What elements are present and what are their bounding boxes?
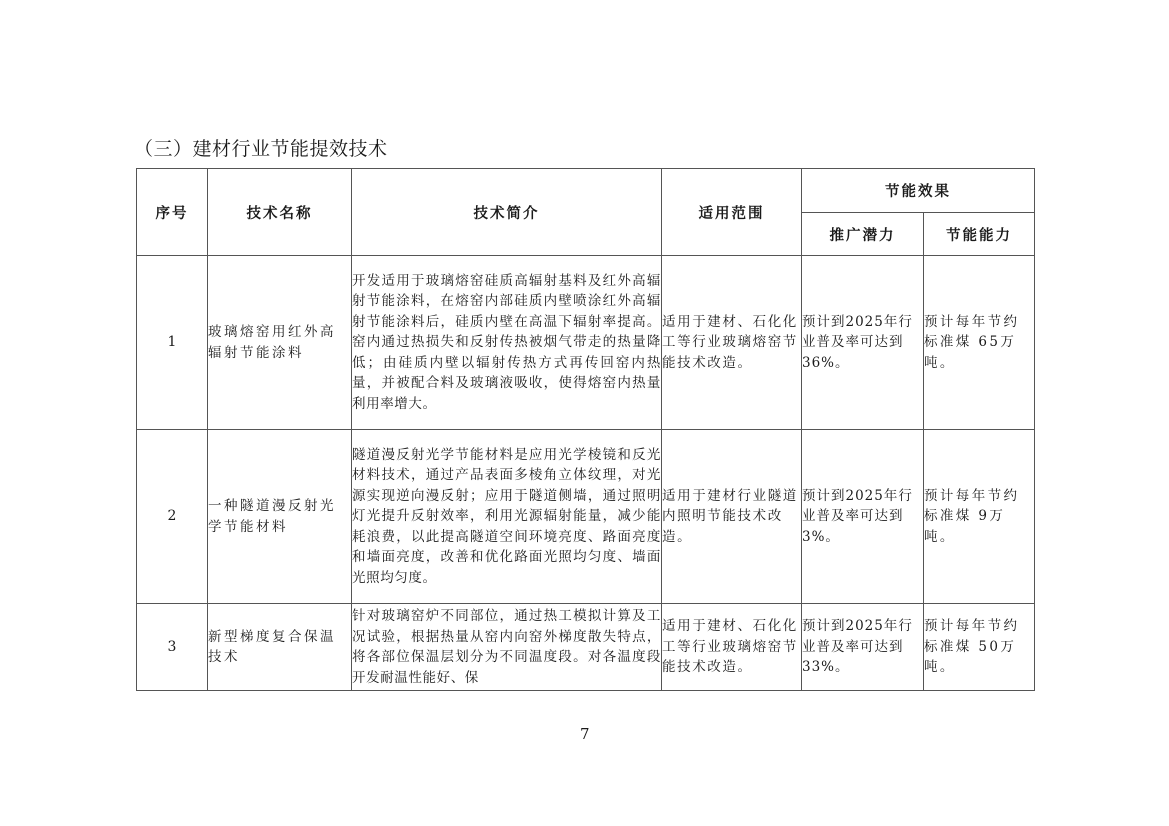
row-index: 2: [137, 430, 208, 604]
table-row: [137, 604, 1035, 691]
header-potential: 推广潜力: [802, 213, 924, 256]
row-capacity: 预计每年节约标准煤 9万吨。: [924, 430, 1035, 604]
row-scope: 适用于建材、石化化工等行业玻璃熔窑节能技术改造。: [662, 256, 802, 430]
row-capacity: 预计每年节约标准煤 50万吨。: [924, 604, 1035, 691]
row-name: 一种隧道漫反射光学节能材料: [208, 430, 352, 604]
row-name: 玻璃熔窑用红外高辐射节能涂料: [208, 256, 352, 430]
row-name: 新型梯度复合保温技术: [208, 604, 352, 691]
technology-table: [136, 168, 1035, 691]
row-potential: 预计到2025年行业普及率可达到36%。: [802, 256, 924, 430]
table-row: [137, 430, 1035, 604]
row-index: 3: [137, 604, 208, 691]
row-potential: 预计到2025年行业普及率可达到33%。: [802, 604, 924, 691]
row-scope: 适用于建材行业隧道内照明节能技术改造。: [662, 430, 802, 604]
header-effect-group: 节能效果: [802, 169, 1035, 213]
page-number: 7: [580, 725, 590, 743]
header-description: 技术简介: [352, 169, 662, 256]
row-scope: 适用于建材、石化化工等行业玻璃熔窑节能技术改造。: [662, 604, 802, 691]
header-scope: 适用范围: [662, 169, 802, 256]
row-potential: 预计到2025年行业普及率可达到3%。: [802, 430, 924, 604]
row-description: 隧道漫反射光学节能材料是应用光学棱镜和反光材料技术，通过产品表面多棱角立体纹理，对光源实现逆向漫反射；应用于隧道侧墙，通过照明灯光提升反射效率，利用光源辐射能量，减少能耗浪费，以此提高隧道空间环境亮度、路面亮度和墙面亮度，改善和优化路面光照均匀度、墙面光照均匀度。: [352, 430, 662, 604]
section-title: （三）建材行业节能提效技术: [134, 138, 388, 160]
header-capacity: 节能能力: [924, 213, 1035, 256]
header-index: 序号: [137, 169, 208, 256]
row-description: 针对玻璃窑炉不同部位，通过热工模拟计算及工况试验，根据热量从窑内向窑外梯度散失特点，将各部位保温层划分为不同温度段。对各温度段开发耐温性能好、保: [352, 604, 662, 691]
row-description: 开发适用于玻璃熔窑硅质高辐射基料及红外高辐射节能涂料，在熔窑内部硅质内壁喷涂红外高辐射节能涂料后，硅质内壁在高温下辐射率提高。窑内通过热损失和反射传热被烟气带走的热量降低；由硅质内壁以辐射传热方式再传回窑内热量，并被配合料及玻璃液吸收，使得熔窑内热量利用率增大。: [352, 256, 662, 430]
header-name: 技术名称: [208, 169, 352, 256]
row-index: 1: [137, 256, 208, 430]
table-row: [137, 256, 1035, 430]
row-capacity: 预计每年节约标准煤 65万吨。: [924, 256, 1035, 430]
